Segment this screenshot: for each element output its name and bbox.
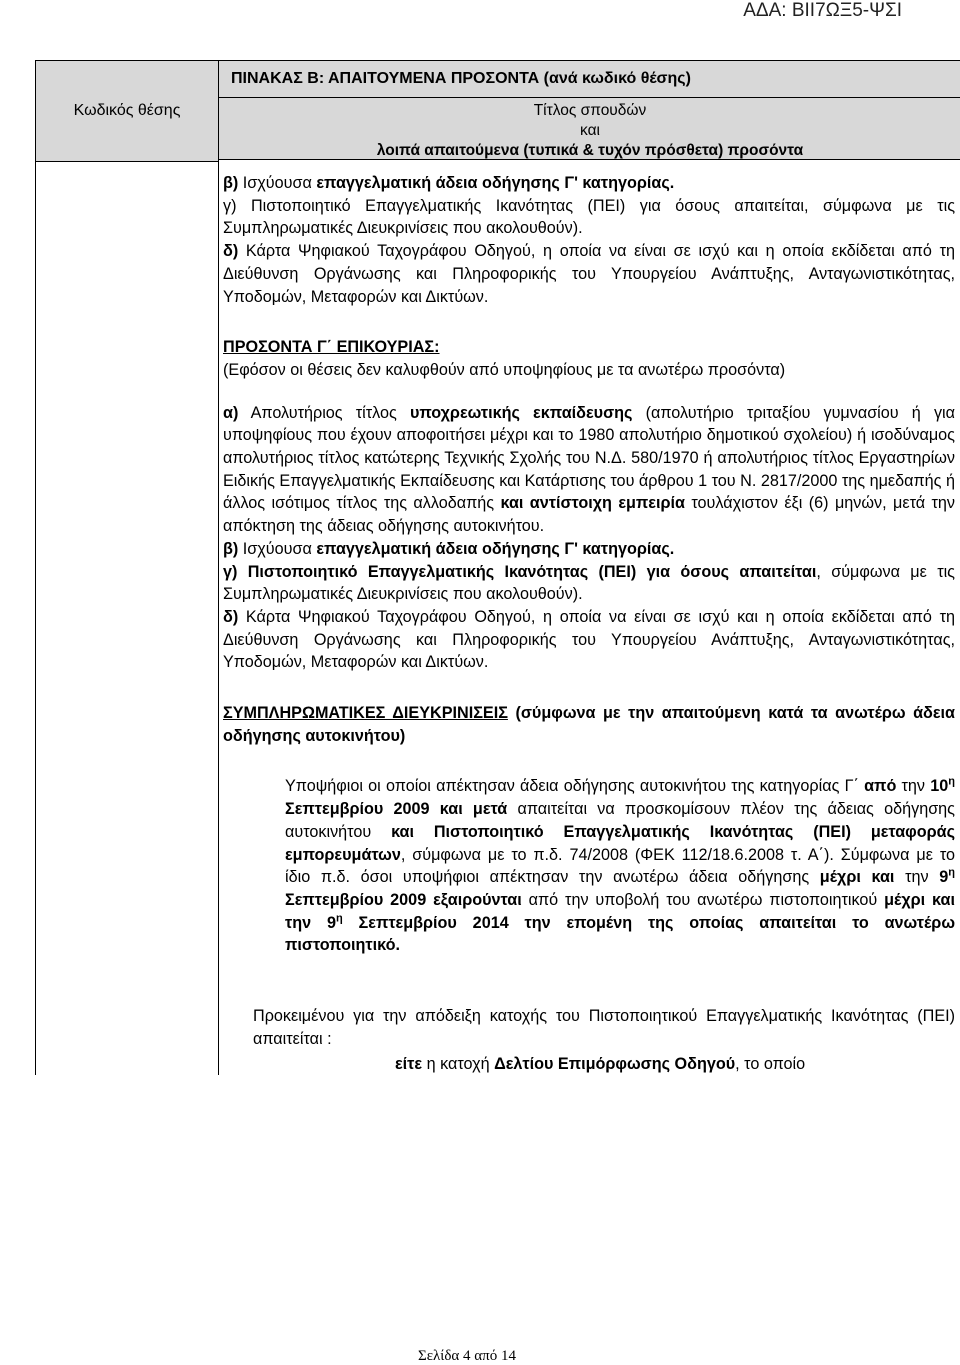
aux-item-d: δ) Κάρτα Ψηφιακού Ταχογράφου Οδηγού, η οποία να είναι σε ισχύ και η οποία εκδίδεται από τη Διεύθυνση Οργάνωσης και Πληροφορικής του Υπουργείου Ανάπτυξης, Ανταγωνιστικότητας, Υποδομών, Μεταφορών και Δικτύων. — [223, 607, 955, 672]
aux-item-c: γ) Πιστοποιητικό Επαγγελματικής Ικανότητας (ΠΕΙ) για όσους απαιτείται, σύμφωνα με τις Συμπληρωματικές Διευκρινίσεις που ακολουθούν). — [223, 562, 955, 604]
code-cell — [36, 162, 219, 1075]
ada-code: ΑΔΑ: ΒΙΙ7ΩΞ5-ΨΣΙ — [743, 0, 902, 21]
qualifications-column-header: Τίτλος σπουδών και λοιπά απαιτούμενα (τυπικά & τυχόν πρόσθετα) προσόντα — [219, 98, 960, 160]
aux-item-a: α) Απολυτήριος τίτλος υποχρεωτικής εκπαίδευσης (απολυτήριο τριταξίου γυμνασίου ή για υποψηφίους που έχουν αποφοιτήσει μέχρι και το 1980 απολυτήριο δημοτικού σχολείου) ή ισοδύναμος απολυτήριος τίτλος κατώτερης Τεχνικής Σχολής του Ν.Δ. 580/1970 ή απολυτήριος τίτλος Εργαστηρίων Ειδικής Επαγγελματικής Εκπαίδευσης και Κατάρτισης του άρθρου 1 του Ν. 2817/2000 της ημεδαπής ή άλλος ισότιμος τίτλος της αλλοδαπής και αντίστοιχη εμπειρία τουλάχιστον έξι (6) μηνών, μετά την απόκτηση της άδειας οδήγησης αυτοκινήτου. — [223, 403, 955, 536]
top-item-b: β) Ισχύουσα επαγγελματική άδεια οδήγησης Γ' κατηγορίας. — [223, 174, 675, 192]
table-title: ΠΙΝΑΚΑΣ Β: ΑΠΑΙΤΟΥΜΕΝΑ ΠΡΟΣΟΝΤΑ (ανά κωδικό θέσης) — [219, 61, 960, 98]
top-item-d: δ) Κάρτα Ψηφιακού Ταχογράφου Οδηγού, η οποία να είναι σε ισχύ και η οποία εκδίδεται από τη Διεύθυνση Οργάνωσης και Πληροφορικής του Υπουργείου Ανάπτυξης, Ανταγωνιστικότητας, Υποδομών, Μεταφορών και Δικτύων. — [223, 242, 955, 306]
top-item-c: γ) Πιστοποιητικό Επαγγελματικής Ικανότητας (ΠΕΙ) για όσους απαιτείται, σύμφωνα με τις Συμπληρωματικές Διευκρινίσεις που ακολουθούν). — [223, 196, 955, 238]
aux-item-b: β) Ισχύουσα επαγγελματική άδεια οδήγησης Γ' κατηγορίας. — [223, 539, 675, 558]
code-column-header: Κωδικός θέσης — [36, 61, 219, 162]
page-number: Σελίδα 4 από 14 — [418, 1348, 516, 1364]
aux-note: (Εφόσον οι θέσεις δεν καλυφθούν από υποψηφίους με τα ανωτέρω προσόντα) — [223, 360, 786, 379]
qualifications-cell — [219, 162, 960, 1075]
aux-heading: ΠΡΟΣΟΝΤΑ Γ΄ ΕΠΙΚΟΥΡΙΑΣ: — [223, 338, 440, 357]
requirements-table — [35, 60, 960, 1075]
supplement-paragraph-2: Προκειμένου για την απόδειξη κατοχής του Πιστοποιητικού Επαγγελματικής Ικανότητας (ΠΕΙ) απαιτείται : — [253, 1007, 955, 1048]
supplement-paragraph-1: Υποψήφιοι οι οποίοι απέκτησαν άδεια οδήγησης αυτοκινήτου της κατηγορίας Γ΄ από την $10^\eta$ Σεπτεμβρίου 2009 και μετά απαιτείται να προσκομίσουν πλέον της άδειας οδήγησης αυτοκινήτου και Πιστοποιητικό Επαγγελματικής Ικανότητας (ΠΕΙ) μεταφοράς εμπορευμάτων, σύμφωνα με το π.δ. 74/2008 (ΦΕΚ 112/18.6.2008 τ. Α΄). Σύμφωνα με το ίδιο π.δ. όσοι υποψήφιοι απέκτησαν την ανωτέρω άδεια οδήγησης μέχρι και την $9^\eta$ Σεπτεμβρίου 2009 εξαιρούνται από την υποβολή του ανωτέρω πιστοποιητικού μέχρι και την $9^\eta$ Σεπτεμβρίου 2014 την επομένη της οποίας απαιτείται το ανωτέρω πιστοποιητικό. — [285, 776, 955, 955]
table-header — [36, 61, 960, 162]
supplement-paragraph-3: είτε η κατοχή Δελτίου Επιμόρφωσης Οδηγού, το οποίο — [395, 1054, 806, 1073]
table-body — [36, 162, 960, 1075]
supplement-heading: ΣΥΜΠΛΗΡΩΜΑΤΙΚΕΣ ΔΙΕΥΚΡΙΝΙΣΕΙΣ (σύμφωνα με την απαιτούμενη κατά τα ανωτέρω άδεια οδήγησης αυτοκινήτου) — [223, 704, 955, 745]
